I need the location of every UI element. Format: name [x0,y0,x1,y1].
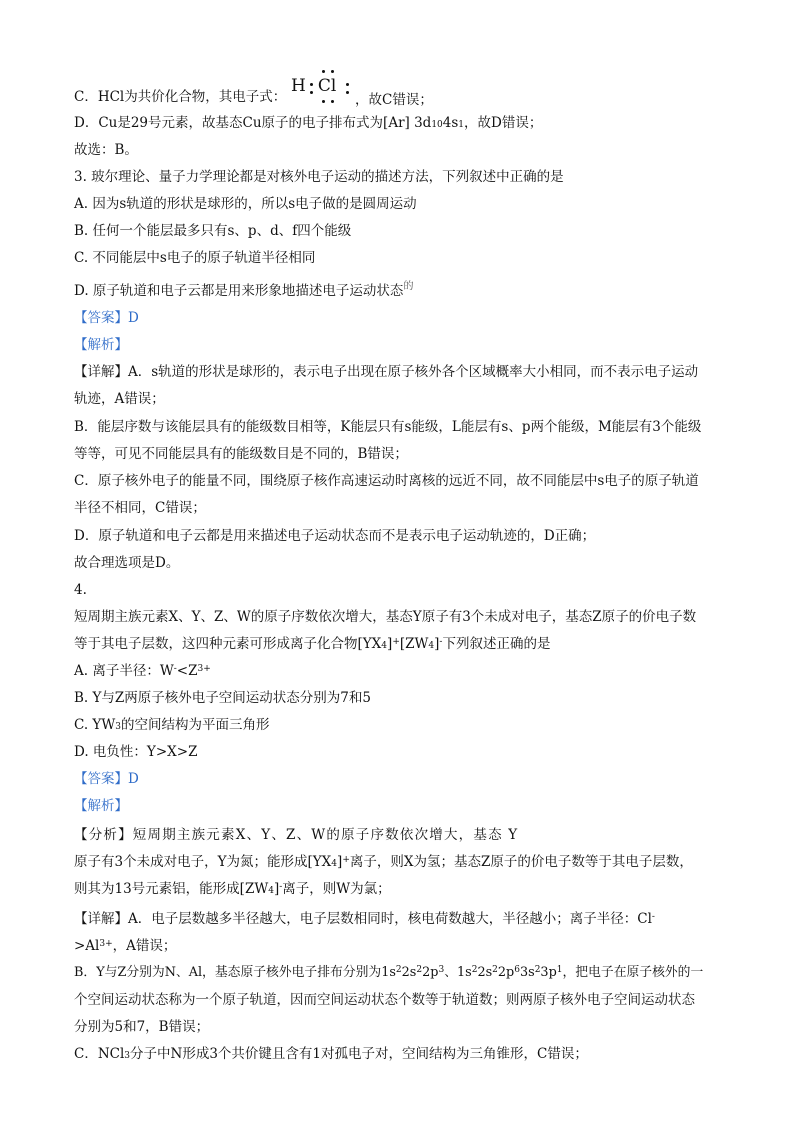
sup-seg: - [173,664,177,674]
text-seg: D. 原子轨道和电子云都是用来形象地描述电子运动状态 [74,283,404,299]
option-c: C. 不同能层中s电子的原子轨道半径相同 [74,250,316,266]
detail-a-line-2 [74,937,176,957]
question-3-stem: 3. 玻尔理论、量子力学理论都是对核外电子运动的描述方法，下列叙述中正确的是 [74,169,564,185]
text-seg: [ZW [399,636,429,652]
line-1-text: C．HCl为共价化合物，其电子式： [74,89,287,105]
sup-seg: 2 [492,965,498,975]
detail-c-line-1 [74,1045,588,1065]
text-seg: ] [337,854,343,870]
text-seg: <Z [176,663,198,679]
hcl-electron-formula [289,66,353,106]
line-2 [74,114,542,134]
text-seg: 3p [540,965,557,980]
sup-seg: 2 [534,965,541,975]
text-seg: >Al [74,938,100,954]
detail-line-5: C．原子核外电子的能量不同，围绕原子核作高速运动时离核的远近不同，故不同能层中s电子的原子轨道 [74,473,699,489]
sup-seg: + [342,855,350,865]
detail-line-3: B．能层序数与该能层具有的能级数目相等，K能层只有s能级，L能层有s、p两个能级，M能层有3个能级 [74,419,702,435]
text-seg: A. 离子半径：W [74,663,174,679]
sup-seg: - [651,912,655,922]
sup-seg: 3 [438,965,445,975]
text-seg: 下列叙述正确的是 [442,636,551,652]
text-seg: 【详解】A．电子层数越多半径越大，电子层数相同时，核电荷数越大，半径越小；离子半径：Cl [74,911,652,927]
electron-dot [310,91,313,94]
question-4-stem-1: 短周期主族元素X、Y、Z、W的原子序数依次增大，基态Y原子有3个未成对电子，基态Z原子的价电子数 [74,609,697,625]
sup-seg: - [439,637,443,647]
detail-line-2: 轨迹，A错误； [74,391,165,407]
text-seg: 离子，则X为氢；基态Z原子的价电子数等于其电子层数， [349,854,693,870]
analysis-tag: 【解析】 [74,337,128,353]
formula-h: H [291,76,306,96]
text-seg: 、1s [444,965,472,980]
text-seg: 则其为13号元素铝，能形成[ZW [74,881,269,897]
electron-dot [331,100,334,103]
text-seg: 2p [422,965,439,980]
sub-seg: 3 [115,722,121,732]
option-a: A. 因为s轨道的形状是球形的，所以s电子做的是圆周运动 [74,196,417,212]
question-4-stem-2 [74,635,550,655]
text-seg: ] [273,881,280,897]
sub-seg: 3 [124,1051,131,1061]
electron-dot [331,70,334,73]
text-seg: 的 [403,281,414,292]
text-seg: ，故D错误； [464,115,543,131]
text-seg: 2p [497,965,515,980]
analysis-line-1: 【分析】短周期主族元素X、Y、Z、W的原子序数依次增大，基态 Y [74,827,519,843]
text-seg: 2s [477,965,493,980]
text-seg: 2s [401,965,417,980]
option-b: B. 任何一个能层最多只有s、p、d、f四个能级 [74,223,352,239]
text-seg: ，把电子在原子核外的一 [562,965,704,980]
answer-tag-2: 【答案】D [74,771,139,787]
detail-b-line-3: 分别为5和7，B错误； [74,1019,210,1035]
q4-option-b: B. Y与Z两原子核外电子空间运动状态分别为7和5 [74,690,371,706]
analysis-tag-2: 【解析】 [74,798,128,814]
sup-seg: + [392,637,400,647]
sub-seg: 10 [431,120,443,130]
sub-seg: 4 [381,641,388,651]
electron-dot [322,100,325,103]
analysis-line-3 [74,880,391,900]
line-1-suffix: ，故C错误； [355,92,433,108]
text-seg: ] [434,636,440,652]
answer-tag: 【答案】D [74,310,139,326]
formula-cl: Cl [317,76,337,96]
text-seg: C. YW [74,717,116,733]
sub-seg: 4 [268,886,274,896]
sup-seg: 3+ [197,664,211,674]
text-seg: 4s [442,115,459,131]
question-4-number: 4. [74,582,87,598]
text-seg: ，A错误； [112,938,177,954]
sup-seg: 2 [471,965,478,975]
electron-dot [346,83,349,86]
sup-seg: 2 [416,965,423,975]
sup-seg: 2 [395,965,402,975]
detail-b-line-1 [74,964,703,983]
detail-line-8: 故合理选项是D。 [74,555,180,571]
text-seg: 的空间结构为平面三角形 [120,717,270,733]
detail-b-line-2: 个空间运动状态称为一个原子轨道，因而空间运动状态个数等于轨道数；则两原子核外电子空间运动状态 [74,992,695,1008]
sup-seg: 6 [514,965,520,975]
sub-seg: 4 [428,641,435,651]
detail-a-line-1 [74,910,655,930]
text-seg: ] [387,636,393,652]
text-seg: 3s [519,965,535,980]
q4-option-c [74,716,269,736]
text-seg: 分子中N形成3个共价键且含有1对孤电子对，空间结构为三角锥形，C错误； [130,1046,588,1062]
sup-seg: - [279,882,283,892]
electron-dot [346,91,349,94]
detail-line-7: D．原子轨道和电子云都是用来描述电子运动状态而不是表示电子运动轨迹的，D正确； [74,528,596,544]
sup-seg: 1 [556,965,563,975]
detail-line-6: 半径不相同，C错误； [74,500,206,516]
text-seg: C．NCl [74,1046,125,1062]
line-1-prefix [74,88,286,106]
line-3: 故选：B。 [74,142,138,158]
text-seg: 离子，则W为氯； [282,881,391,897]
text-seg: D．Cu是29号元素，故基态Cu原子的电子排布式为[Ar] 3d [74,115,432,131]
detail-line-4: 等等，可见不同能层具有的能级数目是不同的，B错误； [74,446,408,462]
text-seg: B．Y与Z分别为N、Al，基态原子核外电子排布分别为1s [74,965,396,980]
sup-seg: 3+ [99,939,113,949]
electron-dot [310,83,313,86]
sub-seg: 4 [331,859,338,869]
sub-seg: 1 [458,120,465,130]
text-seg: 等于其电子层数，这四种元素可形成离子化合物[YX [74,636,382,652]
analysis-line-2 [74,853,693,873]
electron-dot [322,70,325,73]
electron-formula-text [291,76,336,96]
detail-line-1: 【详解】A．s轨道的形状是球形的，表示电子出现在原子核外各个区域概率大小相同，而不表示电子运动 [74,364,699,380]
q4-option-d: D. 电负性：Y>X>Z [74,744,198,760]
q4-option-a [74,662,211,682]
option-d [74,282,413,302]
text-seg: 原子有3个未成对电子，Y为氮；能形成[YX [74,854,332,870]
